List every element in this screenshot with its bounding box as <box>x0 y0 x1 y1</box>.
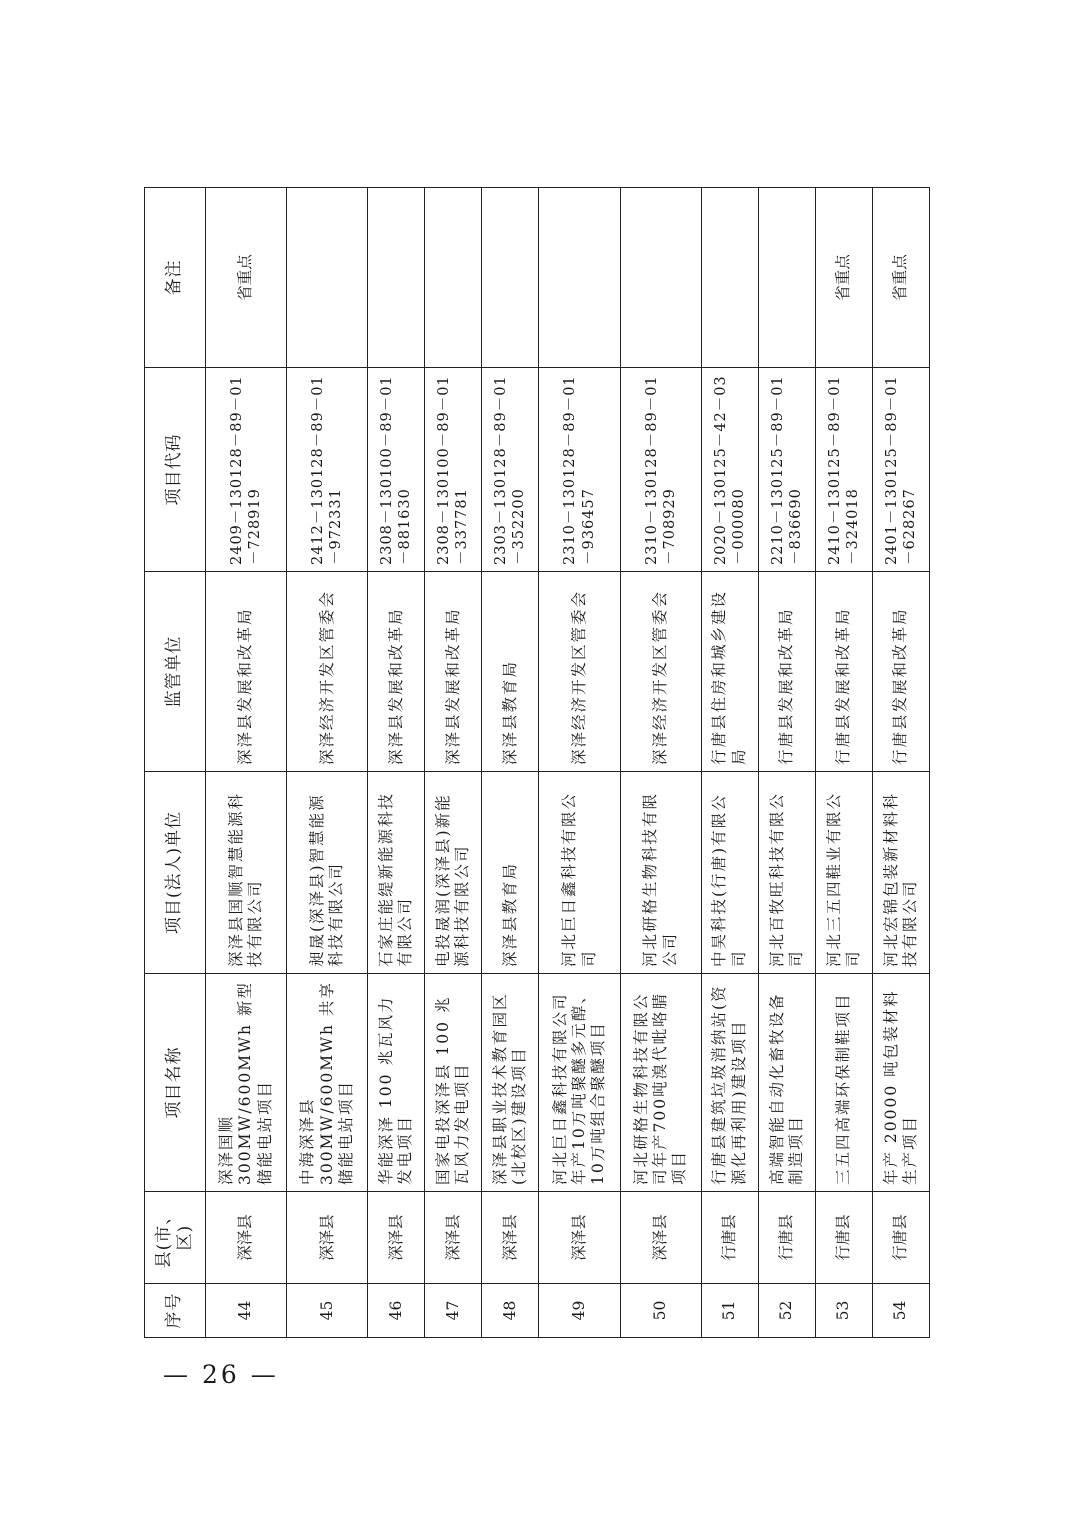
row-number: 45 <box>287 1284 368 1338</box>
table-row <box>815 188 872 1338</box>
project-name-cell: 深泽县职业技术教育园区(北校区)建设项目 <box>482 974 539 1192</box>
note-cell <box>482 188 539 368</box>
header-county: 县(市、区) <box>145 1192 206 1284</box>
header-project-code: 项目代码 <box>145 368 206 572</box>
county-cell: 深泽县 <box>425 1192 482 1284</box>
project-name-cell: 河北研格生物科技有限公司年产700吨溴代吡咯腈项目 <box>620 974 701 1192</box>
company-cell: 河北三五四鞋业有限公司 <box>815 772 872 974</box>
project-code-cell: 2412－130128－89－01－972331 <box>287 368 368 572</box>
project-name-cell: 高端智能自动化畜牧设备制造项目 <box>758 974 815 1192</box>
project-code-cell: 2410－130125－89－01－324018 <box>815 368 872 572</box>
project-code-cell: 2310－130128－89－01－936457 <box>539 368 620 572</box>
page-number: — 26 — <box>163 1360 279 1389</box>
header-note: 备注 <box>145 188 206 368</box>
row-number: 51 <box>701 1284 758 1338</box>
table-row <box>368 188 425 1338</box>
row-number: 48 <box>482 1284 539 1338</box>
regulator-cell: 深泽经济开发区管委会 <box>620 572 701 772</box>
regulator-cell: 深泽县发展和改革局 <box>425 572 482 772</box>
row-number: 53 <box>815 1284 872 1338</box>
table-row <box>539 188 620 1338</box>
note-cell <box>368 188 425 368</box>
note-cell <box>701 188 758 368</box>
project-code-cell: 2310－130128－89－01－708929 <box>620 368 701 572</box>
county-cell: 行唐县 <box>701 1192 758 1284</box>
row-number: 47 <box>425 1284 482 1338</box>
county-cell: 行唐县 <box>758 1192 815 1284</box>
note-cell: 省重点 <box>872 188 929 368</box>
company-cell: 河北研格生物科技有限公司 <box>620 772 701 974</box>
note-cell <box>425 188 482 368</box>
row-number: 52 <box>758 1284 815 1338</box>
project-name-cell: 行唐县建筑垃圾消纳站(资源化再利用)建设项目 <box>701 974 758 1192</box>
county-cell: 行唐县 <box>815 1192 872 1284</box>
row-number: 49 <box>539 1284 620 1338</box>
project-code-cell: 2020－130125－42－03－000080 <box>701 368 758 572</box>
company-cell: 河北百牧旺科技有限公司 <box>758 772 815 974</box>
county-cell: 深泽县 <box>287 1192 368 1284</box>
project-code-cell: 2308－130100－89－01－337781 <box>425 368 482 572</box>
table-row <box>287 188 368 1338</box>
county-cell: 行唐县 <box>872 1192 929 1284</box>
regulator-cell: 行唐县发展和改革局 <box>872 572 929 772</box>
county-cell: 深泽县 <box>206 1192 287 1284</box>
project-name-cell: 中海深泽县 300MW/600MWh 共享储能电站项目 <box>287 974 368 1192</box>
table-row <box>872 188 929 1338</box>
table-row <box>758 188 815 1338</box>
regulator-cell: 深泽县教育局 <box>482 572 539 772</box>
company-cell: 河北巨日鑫科技有限公司 <box>539 772 620 974</box>
project-name-cell: 年产 20000 吨包装材料生产项目 <box>872 974 929 1192</box>
project-code-cell: 2210－130125－89－01－836690 <box>758 368 815 572</box>
company-cell: 河北宏锦包装新材料科技有限公司 <box>872 772 929 974</box>
header-regulator: 监管单位 <box>145 572 206 772</box>
company-cell: 电投晟润(深泽县)新能源科技有限公司 <box>425 772 482 974</box>
table-row <box>425 188 482 1338</box>
table-row <box>620 188 701 1338</box>
note-cell <box>758 188 815 368</box>
company-cell: 深泽县教育局 <box>482 772 539 974</box>
regulator-cell: 行唐县发展和改革局 <box>815 572 872 772</box>
company-cell: 深泽县国顺智慧能源科技有限公司 <box>206 772 287 974</box>
county-cell: 深泽县 <box>482 1192 539 1284</box>
project-code-cell: 2409－130128－89－01－728919 <box>206 368 287 572</box>
project-code-cell: 2303－130128－89－01－352200 <box>482 368 539 572</box>
row-number: 46 <box>368 1284 425 1338</box>
note-cell <box>539 188 620 368</box>
header-company: 项目(法人)单位 <box>145 772 206 974</box>
table-row <box>482 188 539 1338</box>
table-row <box>701 188 758 1338</box>
note-cell <box>287 188 368 368</box>
regulator-cell: 深泽县发展和改革局 <box>368 572 425 772</box>
note-cell <box>620 188 701 368</box>
row-number: 44 <box>206 1284 287 1338</box>
county-cell: 深泽县 <box>368 1192 425 1284</box>
row-number: 50 <box>620 1284 701 1338</box>
project-name-cell: 三五四高端环保制鞋项目 <box>815 974 872 1192</box>
regulator-cell: 深泽县发展和改革局 <box>206 572 287 772</box>
row-number: 54 <box>872 1284 929 1338</box>
project-name-cell: 国家电投深泽县 100 兆瓦风力发电项目 <box>425 974 482 1192</box>
rotated-table-area <box>144 188 930 1338</box>
company-cell: 昶晟(深泽县)智慧能源科技有限公司 <box>287 772 368 974</box>
project-name-cell: 深泽国顺 300MW/600MWh 新型储能电站项目 <box>206 974 287 1192</box>
county-cell: 深泽县 <box>620 1192 701 1284</box>
project-code-cell: 2308－130100－89－01－881630 <box>368 368 425 572</box>
project-name-cell: 华能深泽 100 兆瓦风力发电项目 <box>368 974 425 1192</box>
note-cell: 省重点 <box>815 188 872 368</box>
table-header-row <box>145 188 206 1338</box>
project-table <box>144 187 930 1338</box>
regulator-cell: 深泽经济开发区管委会 <box>539 572 620 772</box>
header-no: 序号 <box>145 1284 206 1338</box>
project-name-cell: 河北巨日鑫科技有限公司年产10万吨聚醚多元醇、10万吨组合聚醚项目 <box>539 974 620 1192</box>
table-row <box>206 188 287 1338</box>
regulator-cell: 深泽经济开发区管委会 <box>287 572 368 772</box>
header-project-name: 项目名称 <box>145 974 206 1192</box>
county-cell: 深泽县 <box>539 1192 620 1284</box>
regulator-cell: 行唐县住房和城乡建设局 <box>701 572 758 772</box>
regulator-cell: 行唐县发展和改革局 <box>758 572 815 772</box>
company-cell: 石家庄能缇新能源科技有限公司 <box>368 772 425 974</box>
company-cell: 中昊科技(行唐)有限公司 <box>701 772 758 974</box>
project-code-cell: 2401－130125－89－01－628267 <box>872 368 929 572</box>
note-cell: 省重点 <box>206 188 287 368</box>
